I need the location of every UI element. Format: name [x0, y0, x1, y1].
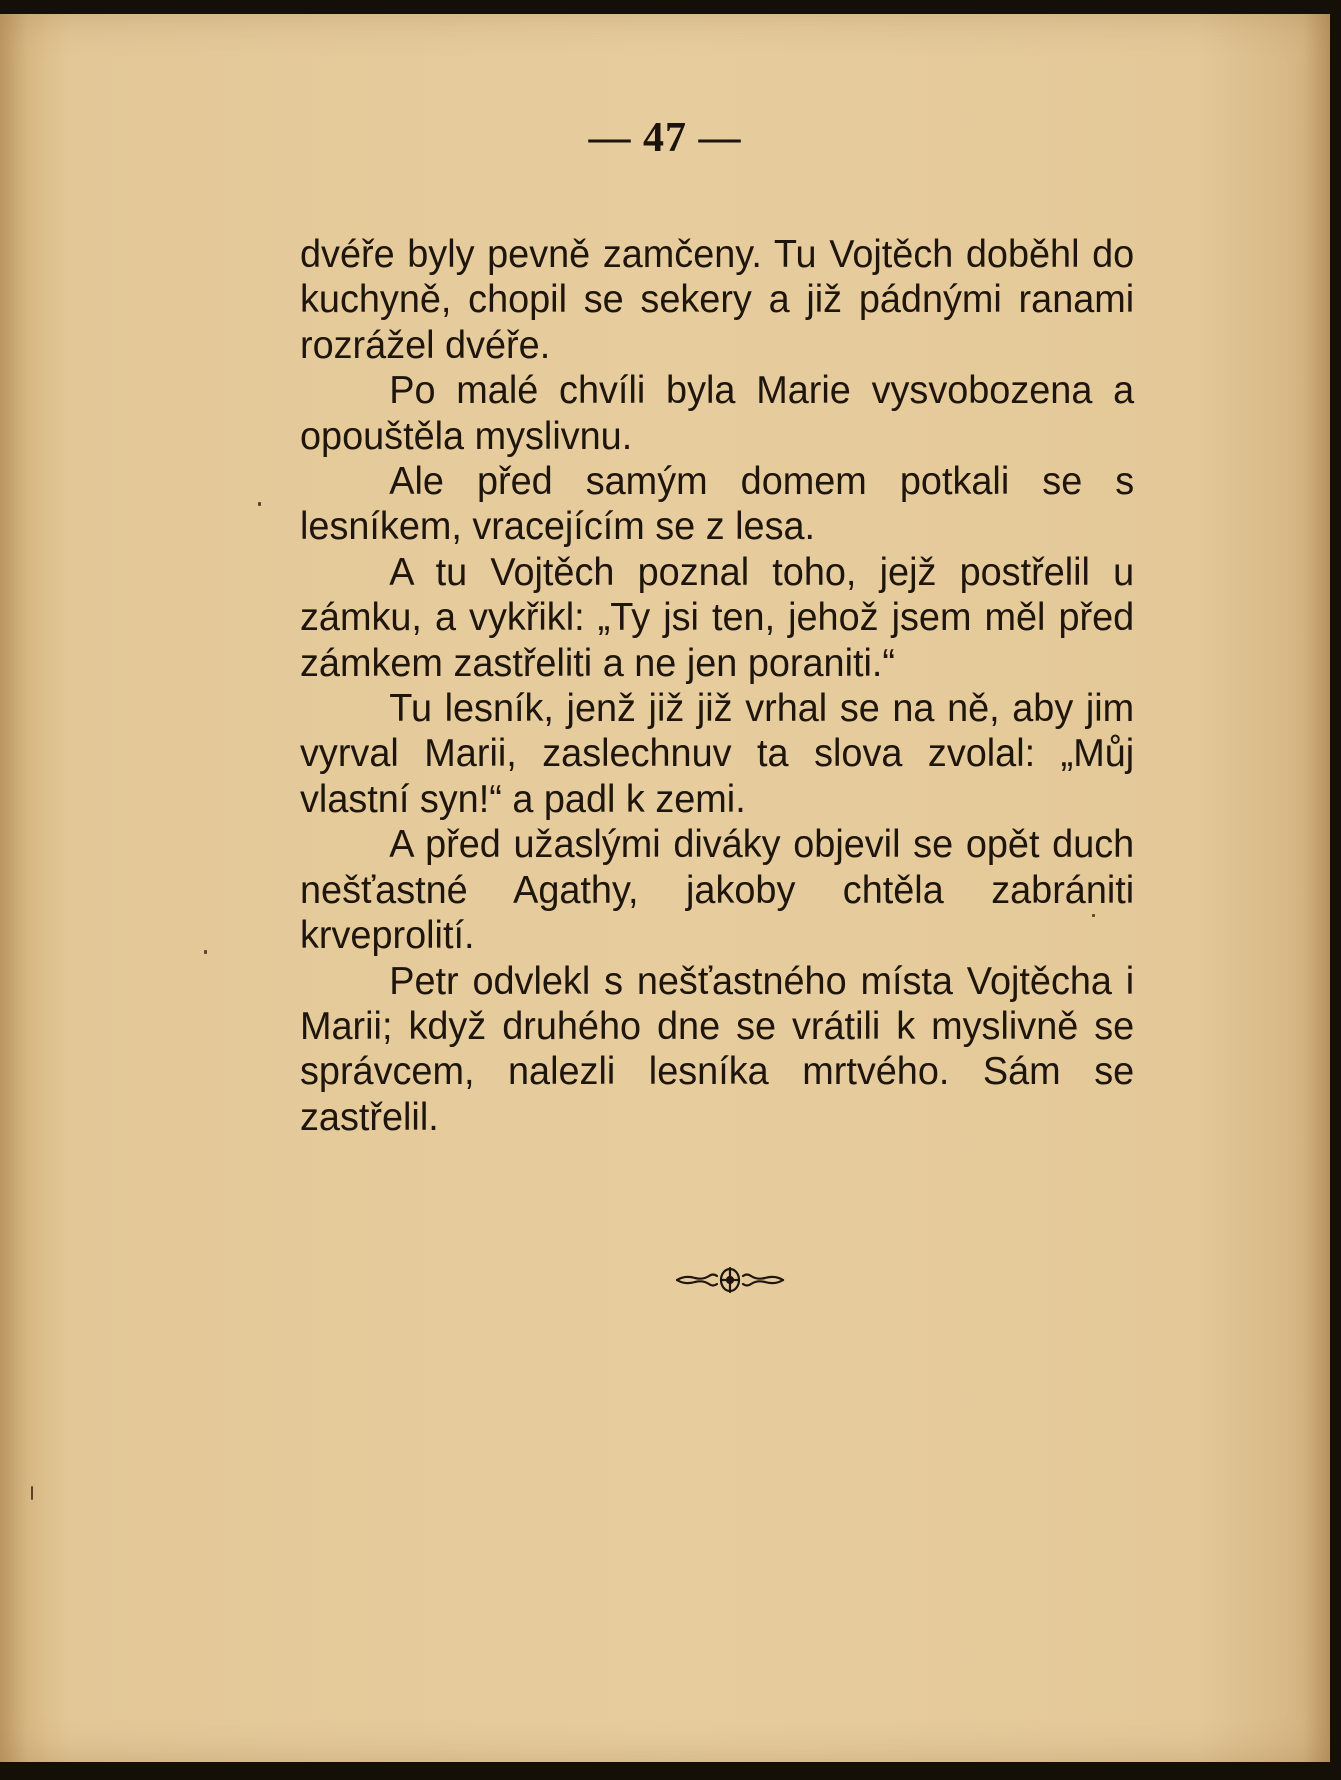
- paragraph: Ale před samým domem potkali se s lesníkem, vracejícím se z lesa.: [300, 460, 1135, 549]
- paper-speck: [31, 1486, 33, 1500]
- page-number: — 47 —: [588, 115, 742, 161]
- paragraph: dvéře byly pevně zamčeny. Tu Vojtěch doběhl do kuchyně, chopil se sekery a již pádnými ranami rozrážel dvéře.: [300, 233, 1135, 367]
- body-text: [300, 232, 1134, 1140]
- paper-speck: [204, 950, 207, 954]
- paragraph: Tu lesník, jenž již již vrhal se na ně, aby jim vyrval Marii, zaslechnuv ta slova zvolal: „Můj vlastní syn!“ a padl k zemi.: [300, 687, 1135, 821]
- paragraph: Petr odvlekl s nešťastného místa Vojtěcha i Marii; když druhého dne se vrátili k myslivně se správcem, nalezli lesníka mrtvého. Sám se zastřelil.: [300, 959, 1135, 1139]
- paragraph: A tu Vojtěch poznal toho, jejž postřelil u zámku, a vykřikl: „Ty jsi ten, jehož jsem měl před zámkem zastřeliti a ne jen poraniti.“: [300, 550, 1135, 685]
- paragraph: A před užaslými diváky objevil se opět duch nešťastné Agathy, jakoby chtěla zabrániti krveprolití.: [300, 823, 1135, 958]
- paper-speck: [258, 502, 261, 506]
- book-page: [0, 14, 1330, 1762]
- ornamental-divider-icon: [675, 1262, 785, 1298]
- paper-speck: [1092, 914, 1095, 917]
- paragraph: Po malé chvíli byla Marie vysvobozena a opouštěla myslivnu.: [300, 369, 1135, 458]
